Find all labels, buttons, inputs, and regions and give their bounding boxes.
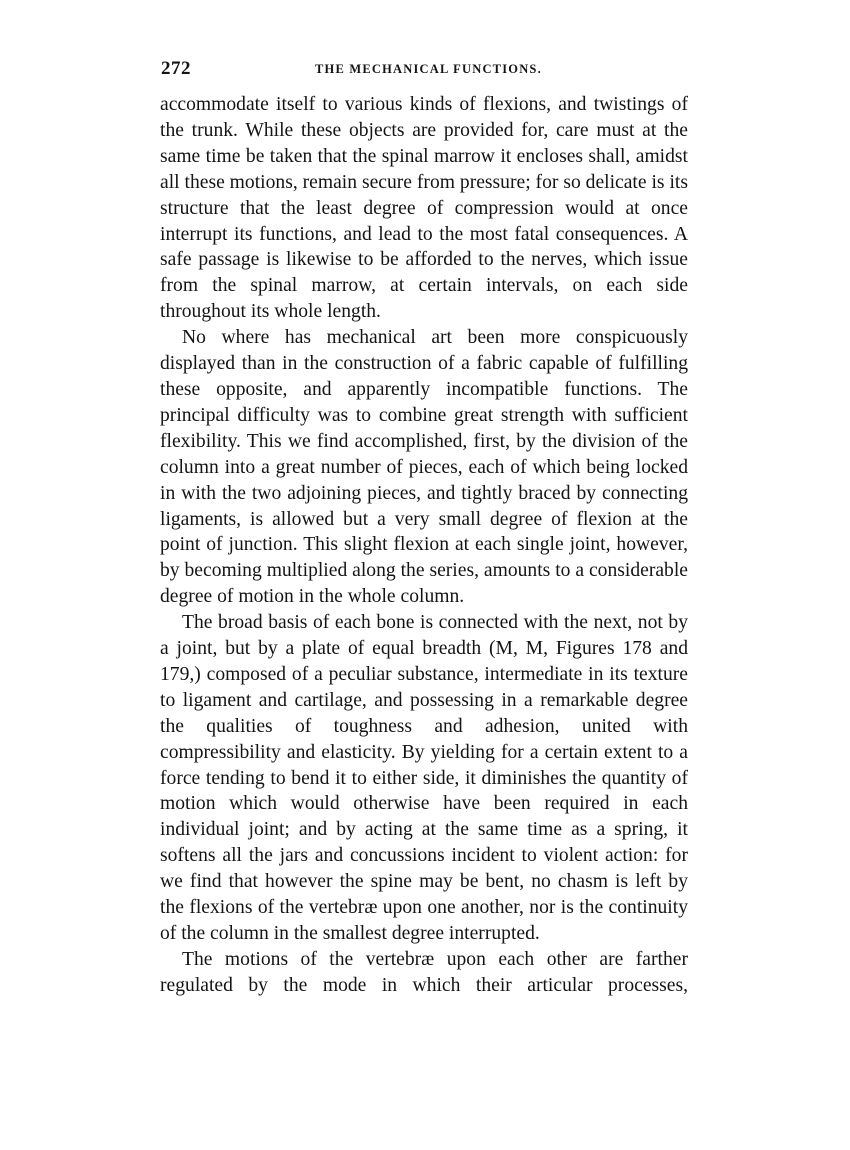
page-number: 272 — [161, 58, 191, 79]
paragraph-4: The motions of the vertebræ upon each other are farther regulated by the mode in which their articular processes, — [160, 948, 688, 996]
paragraph-2: No where has mechanical art been more conspicuously displayed than in the construction of a fabric capable of fulfilling these opposite, and apparently incompatible functions. The principal difficulty was to combine great strength with sufficient flexibility. This we find accomplished, first, by the division of the column into a great number of pieces, each of which being locked in with the two adjoining pieces, and tightly braced by connecting ligaments, is allowed but a very small degree of flexion at the point of junction. This slight flexion at each single joint, however, by becoming multiplied along the series, amounts to a considerable degree of motion in the whole column. — [160, 327, 688, 608]
paragraph-1: accommodate itself to various kinds of flexions, and twistings of the trunk. While these objects are provided for, care must at the same time be taken that the spinal marrow it encloses shall, amidst all these motions, remain secure from pressure; for so delicate is its structure that the least degree of compression would at once interrupt its functions, and lead to the most fatal consequences. A safe passage is likewise to be afforded to the nerves, which issue from the spinal marrow, at certain intervals, on each side throughout its whole length. — [160, 94, 688, 323]
running-title: THE MECHANICAL FUNCTIONS. — [315, 62, 542, 76]
body-text — [160, 92, 688, 999]
running-head — [160, 58, 688, 86]
book-page — [160, 58, 688, 999]
paragraph-3: The broad basis of each bone is connected with the next, not by a joint, but by a plate of equal breadth (M, M, Figures 178 and 179,) composed of a peculiar substance, intermediate in its texture to ligament and cartilage, and possessing in a remarkable degree the qualities of toughness and adhesion, united with compressibility and elasticity. By yielding for a certain extent to a force tending to bend it to either side, it diminishes the quantity of motion which would otherwise have been required in each individual joint; and by acting at the same time as a spring, it softens all the jars and concussions incident to violent action: for we find that however the spine may be bent, no chasm is left by the flexions of the vertebræ upon one another, nor is the continuity of the column in the smallest degree interrupted. — [160, 612, 688, 944]
